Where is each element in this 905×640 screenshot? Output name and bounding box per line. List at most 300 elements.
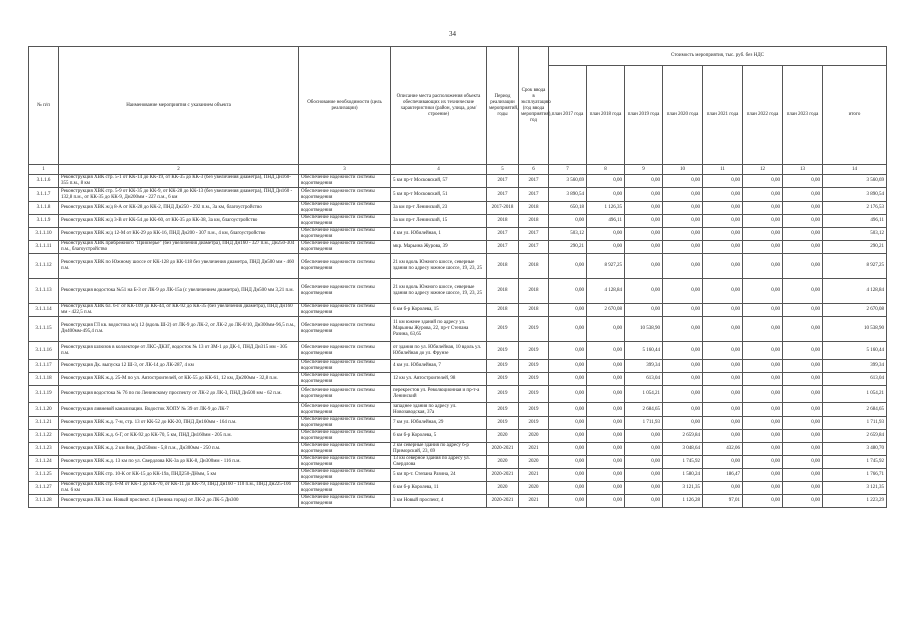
- row-value: 0,00: [663, 175, 703, 188]
- row-commission: 2018: [519, 215, 549, 228]
- row-reason: Обеспечение надежности системы водоотведения: [299, 430, 391, 443]
- row-reason: Обеспечение надежности системы водоотведения: [299, 403, 391, 417]
- row-total: 1 766,71: [823, 469, 887, 482]
- header-year: план 2019 года: [625, 66, 663, 165]
- row-location: 21 км вдоль Южного шоссе, северные здания по адресу южное шоссе, 19, 23, 25: [391, 279, 487, 304]
- row-location: 7 км ул. Юбилейная, 29: [391, 417, 487, 430]
- row-value: 0,00: [743, 443, 783, 456]
- row-commission: 2019: [519, 386, 549, 403]
- row-commission: 2019: [519, 360, 549, 373]
- row-name: Реконструкция ХВК ж.д. 13 км по ул. Свердлова КК-3а до КК-8, Дн300мм - 116 п.м.: [59, 456, 299, 469]
- row-value: 0,00: [549, 342, 587, 360]
- header-year: план 2020 года: [663, 66, 703, 165]
- row-period: 2018: [487, 254, 519, 279]
- header-year: план 2023 года: [783, 66, 823, 165]
- row-number: 3.1.1.23: [29, 443, 59, 456]
- row-value: 0,00: [625, 202, 663, 215]
- row-reason: Обеспечение надежности системы водоотведения: [299, 456, 391, 469]
- table-row: [29, 279, 887, 304]
- row-value: 0,00: [783, 360, 823, 373]
- row-value: 0,00: [743, 386, 783, 403]
- table-row: [29, 241, 887, 254]
- row-reason: Обеспечение надежности системы водоотведения: [299, 386, 391, 403]
- row-period: 2020-2021: [487, 443, 519, 456]
- row-period: 2019: [487, 317, 519, 342]
- row-reason: Обеспечение надежности системы водоотведения: [299, 188, 391, 202]
- row-value: 10 538,90: [625, 317, 663, 342]
- row-value: 0,00: [703, 482, 743, 495]
- row-commission: 2019: [519, 342, 549, 360]
- row-value: 0,00: [587, 360, 625, 373]
- row-number: 3.1.1.17: [29, 360, 59, 373]
- row-commission: 2020: [519, 430, 549, 443]
- row-value: 0,00: [783, 215, 823, 228]
- row-total: 5 160,44: [823, 342, 887, 360]
- row-value: 5 160,44: [625, 342, 663, 360]
- row-number: 3.1.1.12: [29, 254, 59, 279]
- row-total: 3 890,54: [823, 188, 887, 202]
- header-no: № п/п: [29, 47, 59, 165]
- row-value: 0,00: [743, 482, 783, 495]
- row-value: 0,00: [703, 342, 743, 360]
- table-row: [29, 386, 887, 403]
- row-commission: 2021: [519, 469, 549, 482]
- row-value: 0,00: [703, 360, 743, 373]
- row-number: 3.1.1.20: [29, 403, 59, 417]
- row-value: 0,00: [743, 373, 783, 386]
- row-reason: Обеспечение надежности системы водоотведения: [299, 373, 391, 386]
- row-value: 0,00: [743, 202, 783, 215]
- row-name: Реконструкция ХВК по Южному шоссе от КК-128 до КК-118 без увеличения диаметра, ПНД Дн500 мм - 460 п.м.: [59, 254, 299, 279]
- header-reason: Обоснование необходимости (цель реализации): [299, 47, 391, 165]
- column-number: 10: [663, 165, 703, 175]
- table-row: [29, 215, 887, 228]
- column-number: 12: [743, 165, 783, 175]
- row-location: 3а км пр-т Ленинский, 15: [391, 215, 487, 228]
- table-row: [29, 317, 887, 342]
- row-number: 3.1.1.27: [29, 482, 59, 495]
- row-value: 0,00: [549, 469, 587, 482]
- row-value: 0,00: [783, 430, 823, 443]
- row-value: 0,00: [549, 386, 587, 403]
- row-period: 2017: [487, 188, 519, 202]
- row-number: 3.1.1.7: [29, 188, 59, 202]
- row-total: 3 121,35: [823, 482, 887, 495]
- table-row: [29, 403, 887, 417]
- row-value: 0,00: [625, 241, 663, 254]
- row-reason: Обеспечение надежности системы водоотведения: [299, 443, 391, 456]
- row-period: 2018: [487, 215, 519, 228]
- row-value: 0,00: [549, 430, 587, 443]
- row-name: Реконструкция ХВК ж.д. 2 км 8нм, Дн250мм - 5,8 п.м., Дн300мм - 250 п.м.: [59, 443, 299, 456]
- row-value: 0,00: [549, 215, 587, 228]
- row-value: 0,00: [703, 188, 743, 202]
- row-value: 0,00: [743, 304, 783, 317]
- row-total: 503,12: [823, 228, 887, 241]
- row-value: 0,00: [549, 403, 587, 417]
- row-value: 496,11: [587, 215, 625, 228]
- row-value: 0,00: [783, 202, 823, 215]
- column-number: 3: [299, 165, 391, 175]
- table-row: [29, 254, 887, 279]
- row-value: 0,00: [783, 482, 823, 495]
- row-value: 0,00: [783, 417, 823, 430]
- row-name: Реконструкция ХВК стр. 5-9 от КК-35 до КК-9, от КК-28 до КК-13 (без увеличения диаметра), ПНД Дн160 - 132,8 п.м., от КК-35 до КК-9, Дн200мм - 227 п.м., 6 км: [59, 188, 299, 202]
- header-name: Наименование мероприятия с указанием объекта: [59, 47, 299, 165]
- row-value: 0,00: [743, 188, 783, 202]
- row-value: 0,00: [663, 417, 703, 430]
- row-value: 0,00: [743, 456, 783, 469]
- row-value: 0,00: [625, 495, 663, 508]
- row-period: 2017: [487, 241, 519, 254]
- row-value: 0,00: [663, 342, 703, 360]
- row-name: Реконструкция Дк. выпуска 12 Ш-3, от ЛК-14 до ЛК-287, 4 км: [59, 360, 299, 373]
- row-reason: Обеспечение надежности системы водоотведения: [299, 482, 391, 495]
- row-value: 399,34: [625, 360, 663, 373]
- row-commission: 2020: [519, 456, 549, 469]
- row-value: 3 121,35: [663, 482, 703, 495]
- row-commission: 2018: [519, 304, 549, 317]
- row-period: 2019: [487, 386, 519, 403]
- row-value: 0,00: [743, 279, 783, 304]
- row-commission: 2017: [519, 228, 549, 241]
- row-value: 0,00: [587, 482, 625, 495]
- row-reason: Обеспечение надежности системы водоотведения: [299, 279, 391, 304]
- row-total: 8 927,25: [823, 254, 887, 279]
- table-row: [29, 202, 887, 215]
- row-value: 3 890,54: [549, 188, 587, 202]
- row-value: 0,00: [587, 317, 625, 342]
- row-value: 0,00: [783, 386, 823, 403]
- row-value: 2 684,65: [625, 403, 663, 417]
- table-row: [29, 482, 887, 495]
- row-period: 2020: [487, 456, 519, 469]
- row-period: 2019: [487, 342, 519, 360]
- row-name: Реконструкция ХВК бл. 6-Г от КК-109 до КК-44, от КК-92 до КК-35 (без увеличения диаметра), ПНД Дн160 мм - 422,5 п.м.: [59, 304, 299, 317]
- row-value: 0,00: [587, 228, 625, 241]
- row-value: 0,00: [703, 175, 743, 188]
- header-commission: Срок ввода в эксплуатацию (год ввода мероприятия), год: [519, 47, 549, 165]
- row-value: 0,00: [587, 386, 625, 403]
- row-value: 0,00: [743, 360, 783, 373]
- row-reason: Обеспечение надежности системы водоотведения: [299, 254, 391, 279]
- row-name: Реконструкция ЛК 3 км. Новый проспект. 4 (Ленина город) от ЛК-2 до ЛК-5 Дн300: [59, 495, 299, 508]
- row-value: 0,00: [663, 202, 703, 215]
- column-number: 11: [703, 165, 743, 175]
- row-value: 613,04: [625, 373, 663, 386]
- row-number: 3.1.1.16: [29, 342, 59, 360]
- row-value: 0,00: [783, 469, 823, 482]
- header-location: Описание места расположения объекта обеспечивающих их технические характеристики (район, улица, дом/строение): [391, 47, 487, 165]
- row-commission: 2018: [519, 279, 549, 304]
- row-value: 0,00: [743, 430, 783, 443]
- row-value: 0,00: [743, 495, 783, 508]
- row-reason: Обеспечение надежности системы водоотведения: [299, 228, 391, 241]
- row-value: 0,00: [625, 304, 663, 317]
- table-row: [29, 175, 887, 188]
- column-number: 7: [549, 165, 587, 175]
- row-value: 0,00: [625, 254, 663, 279]
- row-value: 0,00: [625, 482, 663, 495]
- row-period: 2020: [487, 430, 519, 443]
- header-cost-group: Стоимость мероприятия, тыс. руб. без НДС: [549, 47, 887, 66]
- row-total: 1 711,93: [823, 417, 887, 430]
- row-value: 0,00: [743, 342, 783, 360]
- row-reason: Обеспечение надежности системы водоотведения: [299, 175, 391, 188]
- row-total: 4 128,84: [823, 279, 887, 304]
- row-value: 2 670,08: [587, 304, 625, 317]
- row-period: 2019: [487, 373, 519, 386]
- column-number: 2: [59, 165, 299, 175]
- row-total: 2 659,84: [823, 430, 887, 443]
- row-value: 0,00: [743, 254, 783, 279]
- row-name: Реконструкция шлюзов в коллекторе от ЛКС-ДКЗГ, водосток № 13 от ЗМ-1 до ДК-1, ПНД Дн315 мм - 305 п.м.: [59, 342, 299, 360]
- row-value: 0,00: [549, 495, 587, 508]
- row-value: 4 128,84: [587, 279, 625, 304]
- row-value: 0,00: [743, 215, 783, 228]
- row-value: 0,00: [663, 403, 703, 417]
- row-number: 3.1.1.10: [29, 228, 59, 241]
- row-commission: 2021: [519, 495, 549, 508]
- row-value: 1 711,93: [625, 417, 663, 430]
- row-value: 503,12: [549, 228, 587, 241]
- row-total: 10 538,90: [823, 317, 887, 342]
- row-total: 613,04: [823, 373, 887, 386]
- row-commission: 2019: [519, 317, 549, 342]
- row-number: 3.1.1.8: [29, 202, 59, 215]
- table-row: [29, 443, 887, 456]
- row-value: 0,00: [625, 456, 663, 469]
- row-total: 1 223,29: [823, 495, 887, 508]
- row-value: 0,00: [743, 175, 783, 188]
- row-reason: Обеспечение надежности системы водоотведения: [299, 304, 391, 317]
- row-value: 0,00: [703, 215, 743, 228]
- row-value: 1 126,28: [663, 495, 703, 508]
- column-number: 8: [587, 165, 625, 175]
- row-location: 6 км б-р Королева, 11: [391, 482, 487, 495]
- row-location: 6 км б-р Королева, 5: [391, 430, 487, 443]
- row-location: 4 км ул. Юбилейная, 7: [391, 360, 487, 373]
- row-name: Реконструкция ливневой канализации. Водосток ХОПУ № 39 от ЛК-9 до ЛК-7: [59, 403, 299, 417]
- row-value: 0,00: [783, 188, 823, 202]
- row-value: 0,00: [625, 175, 663, 188]
- row-reason: Обеспечение надежности системы водоотведения: [299, 495, 391, 508]
- row-value: 0,00: [587, 469, 625, 482]
- row-location: 21 км вдоль Южного шоссе, северные здания по адресу южное шоссе, 19, 23, 25: [391, 254, 487, 279]
- row-value: 0,00: [663, 188, 703, 202]
- row-commission: 2019: [519, 403, 549, 417]
- row-location: мкр. Марьина Журова, 39: [391, 241, 487, 254]
- row-value: 0,00: [783, 443, 823, 456]
- row-value: 1 054,21: [625, 386, 663, 403]
- row-value: 650,18: [549, 202, 587, 215]
- row-location: западнее здания по адресу ул. Новозаводская, 37а: [391, 403, 487, 417]
- row-name: Реконструкция ХВК ж/д 12-М от КК-29 до КК-16, ПНД Дн200 - 307 п.м., 4 км, благоустройство: [59, 228, 299, 241]
- row-commission: 2021: [519, 443, 549, 456]
- row-value: 0,00: [625, 430, 663, 443]
- row-total: 399,34: [823, 360, 887, 373]
- row-location: 2 км северные здания по адресу б-р Приморский, 23, 69: [391, 443, 487, 456]
- row-value: 0,00: [549, 482, 587, 495]
- row-value: 0,00: [783, 175, 823, 188]
- row-reason: Обеспечение надежности системы водоотведения: [299, 202, 391, 215]
- row-value: 0,00: [743, 403, 783, 417]
- row-location: 5 км пр-т Московский, 57: [391, 175, 487, 188]
- row-number: 3.1.1.11: [29, 241, 59, 254]
- row-reason: Обеспечение надежности системы водоотведения: [299, 469, 391, 482]
- header-year: план 2021 года: [703, 66, 743, 165]
- row-value: 0,00: [549, 443, 587, 456]
- row-commission: 2017: [519, 188, 549, 202]
- row-name: Реконструкция ГЛ кв. водостока м/д 12 (вдоль Ш-2) от ЛК-9 до ЛК-2, от ЛК-2 до ЛК-8/10, Дн300мм-96,5 п.м., Дн400мм-495,4 п.м.: [59, 317, 299, 342]
- row-value: 0,00: [783, 228, 823, 241]
- row-value: 0,00: [703, 403, 743, 417]
- table-row: [29, 373, 887, 386]
- row-value: 0,00: [625, 188, 663, 202]
- row-total: 2 684,65: [823, 403, 887, 417]
- row-value: 1 745,92: [663, 456, 703, 469]
- row-value: 0,00: [587, 175, 625, 188]
- row-value: 0,00: [783, 373, 823, 386]
- row-name: Реконструкция водостока №51 на Б-3 от ЛК-9 до ЛК-15а (с увеличением диаметра), ПНД Дн500 мм 3,21 п.м.: [59, 279, 299, 304]
- row-period: 2019: [487, 403, 519, 417]
- row-value: 0,00: [549, 373, 587, 386]
- row-location: 6 км б-р Королева, 15: [391, 304, 487, 317]
- row-total: 1 054,21: [823, 386, 887, 403]
- row-period: 2018: [487, 304, 519, 317]
- row-reason: Обеспечение надежности системы водоотведения: [299, 360, 391, 373]
- row-commission: 2020: [519, 482, 549, 495]
- row-value: 2 659,84: [663, 430, 703, 443]
- table-row: [29, 228, 887, 241]
- row-name: Реконструкция ХВК стр. 6-М от КК-1 до КК-70, от КК-11 до КК-79, ПНД Дн160 - 110 п.м., ПНД Дн225-106 п.м. 6 км: [59, 482, 299, 495]
- row-period: 2020-2021: [487, 495, 519, 508]
- row-value: 0,00: [743, 317, 783, 342]
- row-value: 0,00: [549, 279, 587, 304]
- row-name: Реконструкция ХВК ж.д. 25-М по ул. Автостроителей, от КК-55 до КК-61, 12 км, Дн200мм - 32,8 п.м.: [59, 373, 299, 386]
- row-value: 97,01: [703, 495, 743, 508]
- row-value: 0,00: [663, 360, 703, 373]
- row-value: 0,00: [587, 373, 625, 386]
- column-number: 9: [625, 165, 663, 175]
- table-row: [29, 360, 887, 373]
- row-value: 0,00: [587, 456, 625, 469]
- row-reason: Обеспечение надежности системы водоотведения: [299, 241, 391, 254]
- row-commission: 2018: [519, 254, 549, 279]
- row-value: 0,00: [587, 495, 625, 508]
- row-value: 0,00: [703, 417, 743, 430]
- row-location: 12 км ул. Автостроителей, 98: [391, 373, 487, 386]
- row-total: 1 745,92: [823, 456, 887, 469]
- row-value: 0,00: [663, 279, 703, 304]
- row-number: 3.1.1.19: [29, 386, 59, 403]
- row-number: 3.1.1.24: [29, 456, 59, 469]
- row-value: 0,00: [587, 430, 625, 443]
- row-value: 0,00: [703, 228, 743, 241]
- row-name: Реконструкция ХВК прибрежного "Приозерье" (без увеличения диаметра), ПНД Дн160 - 327 п.м., Дн250-304 п.м., благоустройство: [59, 241, 299, 254]
- row-value: 0,00: [703, 241, 743, 254]
- row-commission: 2017: [519, 175, 549, 188]
- table-row: [29, 188, 887, 202]
- row-value: 1 580,24: [663, 469, 703, 482]
- row-value: 0,00: [743, 241, 783, 254]
- row-name: Реконструкция ХВК ж/д 3-В от КК-54 до КК-60, от КК-35 до КК-38, 3а км, благоустройство: [59, 215, 299, 228]
- row-value: 3 048,64: [663, 443, 703, 456]
- row-commission: 2019: [519, 417, 549, 430]
- row-value: 0,00: [663, 373, 703, 386]
- row-value: 186,47: [703, 469, 743, 482]
- header-total: итого: [823, 66, 887, 165]
- row-number: 3.1.1.9: [29, 215, 59, 228]
- column-number: 1: [29, 165, 59, 175]
- row-location: 3 км Новый проспект, 4: [391, 495, 487, 508]
- row-value: 0,00: [663, 241, 703, 254]
- row-number: 3.1.1.6: [29, 175, 59, 188]
- row-value: 0,00: [549, 417, 587, 430]
- row-value: 0,00: [587, 443, 625, 456]
- row-location: перекрестов ул. Революционная и пр-т-а Ленинский: [391, 386, 487, 403]
- header-year: план 2022 года: [743, 66, 783, 165]
- row-period: 2017-2018: [487, 202, 519, 215]
- row-value: 0,00: [703, 254, 743, 279]
- row-value: 0,00: [703, 202, 743, 215]
- table-row: [29, 304, 887, 317]
- row-period: 2019: [487, 417, 519, 430]
- row-value: 0,00: [703, 304, 743, 317]
- column-number: 14: [823, 165, 887, 175]
- row-location: 4 км ул. Юбилейная, 1: [391, 228, 487, 241]
- row-value: 0,00: [783, 317, 823, 342]
- row-value: 290,21: [549, 241, 587, 254]
- row-value: 0,00: [549, 254, 587, 279]
- row-name: Реконструкция ХВК ж.д. 7-м, стр. 13 от КК-52 до КК-20, ПНД Дн160мм - 164 п.м.: [59, 417, 299, 430]
- row-value: 0,00: [587, 342, 625, 360]
- row-name: Реконструкция водостока № 76 по по Ленинскому проспекту от ЛК-2 до ЛК-3, ПНД Дн500 мм - 62 п.м.: [59, 386, 299, 403]
- row-value: 432,06: [703, 443, 743, 456]
- row-total: 290,21: [823, 241, 887, 254]
- row-number: 3.1.1.21: [29, 417, 59, 430]
- row-value: 0,00: [663, 304, 703, 317]
- row-value: 0,00: [703, 430, 743, 443]
- row-reason: Обеспечение надежности системы водоотведения: [299, 342, 391, 360]
- row-value: 0,00: [783, 254, 823, 279]
- row-commission: 2018: [519, 202, 549, 215]
- row-period: 2020-2021: [487, 469, 519, 482]
- table-row: [29, 469, 887, 482]
- header-period: Период реализации мероприятий, годы: [487, 47, 519, 165]
- row-period: 2017: [487, 228, 519, 241]
- row-value: 0,00: [783, 342, 823, 360]
- row-value: 0,00: [663, 254, 703, 279]
- row-value: 0,00: [549, 360, 587, 373]
- row-total: 3 480,70: [823, 443, 887, 456]
- row-value: 0,00: [625, 215, 663, 228]
- header-year: план 2018 года: [587, 66, 625, 165]
- row-name: Реконструкция ХВК стр. 5-1 от КК-14 до КК-19, от КК-35 до КК-3 (без увеличения диаметра), ПНД Дн160-355 п.м., 8 км: [59, 175, 299, 188]
- row-value: 0,00: [703, 386, 743, 403]
- row-value: 0,00: [625, 443, 663, 456]
- row-value: 0,00: [743, 417, 783, 430]
- table-row: [29, 495, 887, 508]
- row-location: 5 км пр-т Московский, 51: [391, 188, 487, 202]
- row-number: 3.1.1.18: [29, 373, 59, 386]
- row-value: 0,00: [783, 495, 823, 508]
- row-value: 0,00: [783, 456, 823, 469]
- table-row: [29, 342, 887, 360]
- column-number: 4: [391, 165, 487, 175]
- row-reason: Обеспечение надежности системы водоотведения: [299, 417, 391, 430]
- row-value: 0,00: [587, 417, 625, 430]
